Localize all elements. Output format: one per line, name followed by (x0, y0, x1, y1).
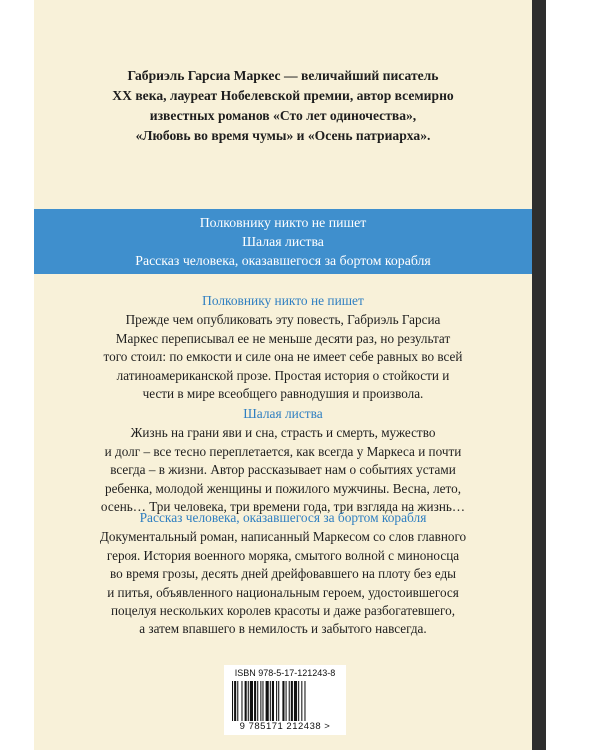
barcode-digits: 9 785171 212438 > (239, 721, 331, 732)
barcode-bar (254, 681, 256, 721)
barcode-bars (232, 681, 338, 721)
section-line: Документальный роман, написанный Маркесом со слов главного (99, 529, 467, 545)
intro-line: известных романов «Сто лет одиночества», (149, 108, 417, 123)
intro-line: Габриэль Гарсиа Маркес — величайший писатель (127, 68, 439, 83)
section-line: того стоил: по емкости и силе она не имеет себе равных во всей (103, 349, 463, 365)
book-back-cover (34, 0, 532, 750)
section-line: Маркес переписывал ее не меньше десяти раз, но результат (115, 330, 451, 346)
barcode (224, 665, 346, 735)
section-line: и питья, объявленного национальным героем, удостоившегося (107, 584, 459, 600)
section-leaf-storm (74, 405, 492, 516)
section-line: чести в мире всеобщего равнодушия и произвола. (142, 386, 424, 402)
section-line: поцелуя нескольких королев красоты и даже разбогатевшего, (110, 603, 456, 619)
section-line: и долг – все тесно переплетается, как всегда у Маркеса и почти (104, 443, 462, 459)
section-heading: Шалая листва (243, 406, 323, 421)
barcode-bar (294, 681, 297, 721)
band-title: Полковнику никто не пишет (199, 215, 367, 230)
section-line: Жизнь на грани яви и сна, страсть и смерть, мужество (130, 425, 436, 441)
barcode-bar (248, 681, 249, 721)
section-line: во время грозы, десять дней дрейфовавшего на плоту без еды (109, 566, 457, 582)
book-spine-edge (532, 0, 546, 750)
barcode-bar (298, 681, 299, 721)
barcode-bar (272, 681, 274, 721)
author-intro (74, 66, 492, 146)
barcode-bar (276, 681, 277, 721)
section-colonel (74, 292, 492, 403)
barcode-bar (304, 681, 305, 721)
section-line: латиноамериканской прозе. Простая история о стойкости и (116, 367, 450, 383)
section-line: а затем впавшего в немилость и забытого навсегда. (139, 621, 427, 637)
barcode-bar (245, 681, 247, 721)
section-shipwrecked-sailor (74, 509, 492, 639)
barcode-bar (278, 681, 279, 721)
barcode-bar (260, 681, 261, 721)
section-heading: Полковнику никто не пишет (202, 293, 364, 308)
barcode-bar (257, 681, 258, 721)
barcode-bar (250, 681, 253, 721)
section-line: героя. История военного моряка, смытого волной с миноносца (106, 547, 460, 563)
section-line: Прежде чем опубликовать эту повесть, Габриэль Гарсиа (125, 312, 441, 328)
section-heading: Рассказ человека, оказавшегося за бортом корабля (139, 510, 427, 525)
barcode-bar (234, 681, 236, 721)
barcode-bar (262, 681, 263, 721)
band-title: Рассказ человека, оказавшегося за бортом корабля (135, 253, 431, 268)
intro-line: XX века, лауреат Нобелевской премии, автор всемирно (112, 88, 454, 103)
barcode-bar (270, 681, 271, 721)
barcode-bar (241, 681, 242, 721)
barcode-bar (301, 681, 302, 721)
section-line: всегда – в жизни. Автор рассказывает нам о событиях устами (110, 462, 456, 478)
titles-band (34, 209, 532, 274)
barcode-bar (266, 681, 269, 721)
band-title: Шалая листва (242, 234, 324, 249)
section-line: осень… Три человека, три времени года, три взгляда на жизнь… (100, 499, 466, 515)
barcode-bar (289, 681, 290, 721)
barcode-bar (282, 681, 284, 721)
barcode-bar (232, 681, 233, 721)
barcode-bar (237, 681, 238, 721)
isbn-label: ISBN 978-5-17-121243-8 (234, 668, 336, 678)
intro-line: «Любовь во время чумы» и «Осень патриарха». (135, 128, 431, 143)
section-line: ребенка, молодой женщины и пожилого мужчины. Весна, лето, (104, 480, 462, 496)
barcode-bar (286, 681, 287, 721)
barcode-bar (291, 681, 293, 721)
